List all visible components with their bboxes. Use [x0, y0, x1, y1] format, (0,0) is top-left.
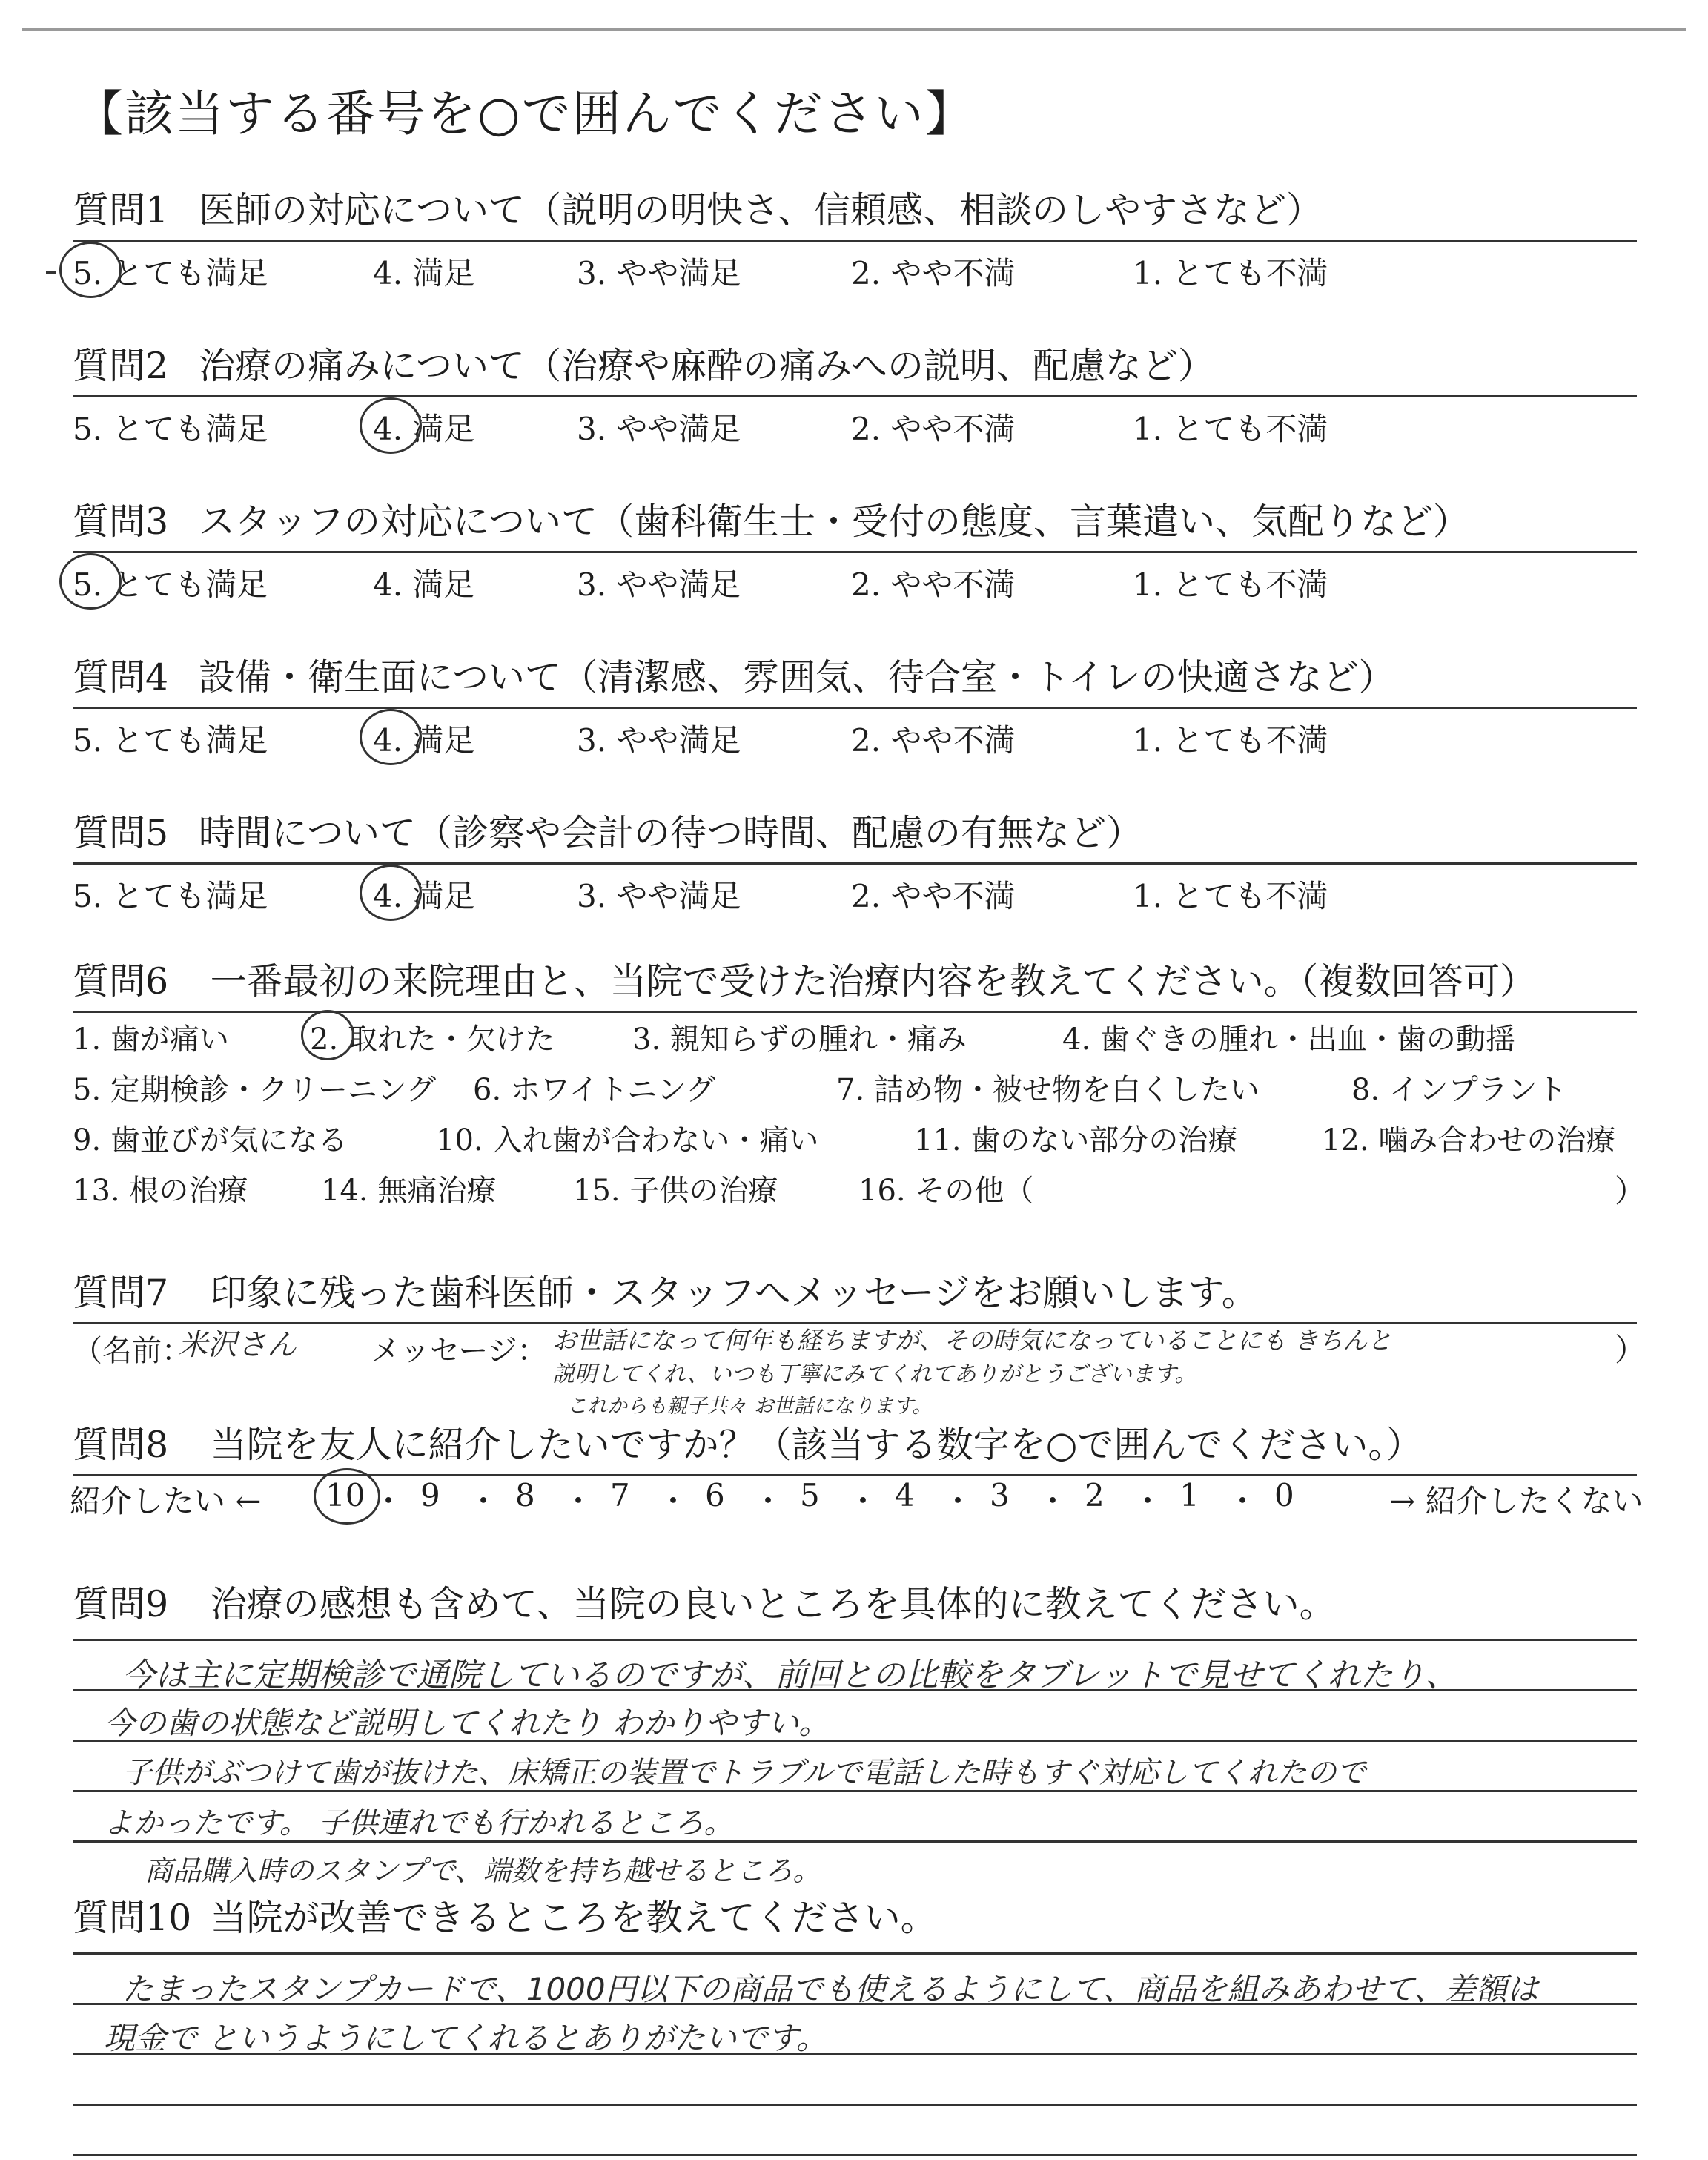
scale-value-4[interactable]: 4	[895, 1477, 915, 1513]
question-number: 質問4	[73, 656, 169, 698]
scale-right-label: → 紹介したくない	[1389, 1483, 1644, 1519]
question-9	[73, 1576, 1637, 1634]
rating-option-2[interactable]: 2. やや不満	[851, 411, 1016, 447]
rating-option-1[interactable]: 1. とても不満	[1133, 878, 1328, 914]
question-text: 時間について（診察や会計の待つ時間、配慮の有無など）	[199, 812, 1143, 854]
rating-option-2[interactable]: 2. やや不満	[851, 567, 1016, 603]
rating-option-2[interactable]: 2. やや不満	[851, 878, 1016, 914]
reason-option-3[interactable]: 3. 親知らずの腫れ・痛み	[632, 1023, 967, 1057]
handwritten-message-line-3: これからも親子共々 お世話になります。	[567, 1395, 933, 1418]
question-5	[73, 805, 1637, 916]
answer-ruled-line	[73, 1639, 1637, 1641]
rating-options	[73, 865, 1637, 916]
rating-option-5[interactable]: 5. とても満足	[73, 255, 268, 291]
reason-option-12[interactable]: 12. 噛み合わせの治療	[1322, 1123, 1616, 1157]
rating-option-3[interactable]: 3. やや満足	[577, 255, 741, 291]
rating-option-2[interactable]: 2. やや不満	[851, 255, 1016, 291]
scale-value-1[interactable]: 1	[1179, 1477, 1199, 1513]
question-number: 質問7	[73, 1272, 169, 1314]
question-number: 質問6	[73, 960, 169, 1003]
rating-option-4[interactable]: 4. 満足	[373, 878, 475, 914]
scan-edge-line	[22, 28, 1686, 31]
rating-options	[73, 553, 1637, 605]
question-number: 質問8	[73, 1424, 169, 1466]
pen-mark	[46, 271, 56, 274]
message-label: メッセージ：	[371, 1334, 547, 1368]
reason-option-5[interactable]: 5. 定期検診・クリーニング	[73, 1073, 437, 1107]
rating-option-2[interactable]: 2. やや不満	[851, 722, 1016, 759]
rating-option-4[interactable]: 4. 満足	[373, 255, 475, 291]
rating-option-5[interactable]: 5. とても満足	[73, 411, 268, 447]
reason-option-7[interactable]: 7. 詰め物・被せ物を白くしたい	[836, 1073, 1260, 1107]
question-number: 質問2	[73, 345, 169, 387]
reason-option-10[interactable]: 10. 入れ歯が合わない・痛い	[436, 1123, 819, 1157]
rating-option-5[interactable]: 5. とても満足	[73, 722, 268, 759]
scale-separator: ・	[942, 1483, 974, 1519]
question-text: 設備・衛生面について（清潔感、雰囲気、待合室・トイレの快適さなど）	[199, 656, 1395, 698]
reason-option-14[interactable]: 14. 無痛治療	[321, 1174, 497, 1208]
handwritten-answer-line-2: 今の歯の状態など説明してくれたり わかりやすい。	[104, 1705, 830, 1741]
reason-option-6[interactable]: 6. ホワイトニング	[473, 1073, 716, 1107]
scale-value-0[interactable]: 0	[1274, 1477, 1294, 1513]
scale-separator: ・	[1132, 1483, 1164, 1519]
rating-option-1[interactable]: 1. とても不満	[1133, 722, 1328, 759]
handwritten-answer-line-2: 現金で というようにしてくれるとありがたいです。	[104, 2020, 827, 2056]
rating-options	[73, 242, 1637, 294]
question-number: 質問9	[73, 1583, 169, 1625]
question-3	[73, 493, 1637, 605]
question-number: 質問3	[73, 501, 169, 543]
rating-option-3[interactable]: 3. やや満足	[577, 567, 741, 603]
scale-separator: ・	[847, 1483, 879, 1519]
question-number: 質問10	[73, 1897, 192, 1939]
scale-separator: ・	[468, 1483, 500, 1519]
question-text: スタッフの対応について（歯科衛生士・受付の態度、言葉遣い、気配りなど）	[199, 501, 1470, 543]
reason-option-4[interactable]: 4. 歯ぐきの腫れ・出血・歯の動揺	[1062, 1023, 1515, 1057]
rating-options	[73, 397, 1637, 449]
scale-value-3[interactable]: 3	[990, 1477, 1010, 1513]
question-2	[73, 337, 1637, 449]
close-paren: ）	[1615, 1332, 1646, 1368]
reason-option-16[interactable]: 16. その他（	[858, 1174, 1034, 1208]
question-8	[73, 1416, 1637, 1476]
rating-option-3[interactable]: 3. やや満足	[577, 411, 741, 447]
rating-option-1[interactable]: 1. とても不満	[1133, 411, 1328, 447]
reason-option-13[interactable]: 13. 根の治療	[73, 1174, 248, 1208]
question-10	[73, 1889, 1637, 1947]
form-title: 【該当する番号を○で囲んでください】	[74, 85, 976, 142]
scale-value-8[interactable]: 8	[515, 1477, 535, 1513]
scale-value-7[interactable]: 7	[610, 1477, 630, 1513]
handwritten-answer-line-3: 子供がぶつけて歯が抜けた、床矯正の装置でトラブルで電話した時もすぐ対応してくれたので	[122, 1756, 1366, 1790]
handwritten-answer-line-1: たまったスタンプカードで、1000円以下の商品でも使えるようにして、商品を組みあわせて、差額は	[122, 1971, 1538, 2007]
question-text: 治療の感想も含めて、当院の良いところを具体的に教えてください。	[210, 1583, 1336, 1625]
scale-separator: ・	[563, 1483, 595, 1519]
question-text: 一番最初の来院理由と、当院で受けた治療内容を教えてください。（複数回答可）	[210, 960, 1537, 1003]
scale-separator: ・	[752, 1483, 784, 1519]
scale-value-10[interactable]: 10	[325, 1477, 365, 1513]
reason-option-15[interactable]: 15. 子供の治療	[573, 1174, 778, 1208]
question-1	[73, 182, 1637, 294]
scale-value-2[interactable]: 2	[1085, 1477, 1105, 1513]
question-4	[73, 649, 1637, 761]
answer-ruled-line	[73, 2154, 1637, 2156]
scale-separator: ・	[658, 1483, 689, 1519]
close-paren: ）	[1615, 1173, 1646, 1209]
answer-ruled-line	[73, 1952, 1637, 1955]
rating-option-4[interactable]: 4. 満足	[373, 567, 475, 603]
rating-option-5[interactable]: 5. とても満足	[73, 878, 268, 914]
name-label: （名前：	[73, 1334, 191, 1368]
reason-option-1[interactable]: 1. 歯が痛い	[73, 1023, 229, 1057]
answer-ruled-line	[73, 2104, 1637, 2106]
handwritten-answer-line-5: 商品購入時のスタンプで、端数を持ち越せるところ。	[145, 1855, 821, 1887]
question-text: 医師の対応について（説明の明快さ、信頼感、相談のしやすさなど）	[199, 189, 1323, 231]
rating-option-1[interactable]: 1. とても不満	[1133, 255, 1328, 291]
question-text: 治療の痛みについて（治療や麻酔の痛みへの説明、配慮など）	[199, 345, 1215, 387]
rating-option-5[interactable]: 5. とても満足	[73, 567, 268, 603]
rating-options	[73, 709, 1637, 761]
question-number: 質問1	[73, 189, 169, 231]
scale-value-5[interactable]: 5	[800, 1477, 820, 1513]
question-text: 印象に残った歯科医師・スタッフへメッセージをお願いします。	[210, 1272, 1258, 1314]
rating-option-3[interactable]: 3. やや満足	[577, 878, 741, 914]
question-number: 質問5	[73, 812, 169, 854]
scale-separator: ・	[1227, 1483, 1259, 1519]
rating-option-4[interactable]: 4. 満足	[373, 722, 475, 759]
reason-option-2[interactable]: 2. 取れた・欠けた	[310, 1023, 555, 1057]
scale-left-label: 紹介したい ←	[70, 1483, 262, 1519]
handwritten-answer-line-1: 今は主に定期検診で通院しているのですが、前回との比較をタブレットで見せてくれたり、	[122, 1657, 1458, 1694]
rating-option-4[interactable]: 4. 満足	[373, 411, 475, 447]
question-text: 当院を友人に紹介したいですか？（該当する数字を○で囲んでください。）	[210, 1424, 1423, 1466]
handwritten-answer-line-4: よかったです。 子供連れでも行かれるところ。	[104, 1806, 734, 1840]
handwritten-message-line-1: お世話になって何年も経ちますが、その時気になっていることにも きちんと	[552, 1326, 1392, 1355]
rating-option-3[interactable]: 3. やや満足	[577, 722, 741, 759]
reason-option-8[interactable]: 8. インプラント	[1351, 1073, 1567, 1107]
question-6	[73, 953, 1637, 1013]
scale-value-9[interactable]: 9	[420, 1477, 440, 1513]
handwritten-name: 米沢さん	[178, 1328, 297, 1362]
handwritten-message-line-2: 説明してくれ、いつも丁寧にみてくれてありがとうございます。	[552, 1361, 1197, 1387]
question-text: 当院が改善できるところを教えてください。	[210, 1897, 937, 1939]
scale-separator: ・	[373, 1483, 405, 1519]
reason-option-11[interactable]: 11. 歯のない部分の治療	[914, 1123, 1238, 1157]
scale-value-6[interactable]: 6	[705, 1477, 725, 1513]
question-7	[73, 1264, 1637, 1324]
reason-option-9[interactable]: 9. 歯並びが気になる	[73, 1123, 348, 1157]
rating-option-1[interactable]: 1. とても不満	[1133, 567, 1328, 603]
scale-separator: ・	[1037, 1483, 1069, 1519]
